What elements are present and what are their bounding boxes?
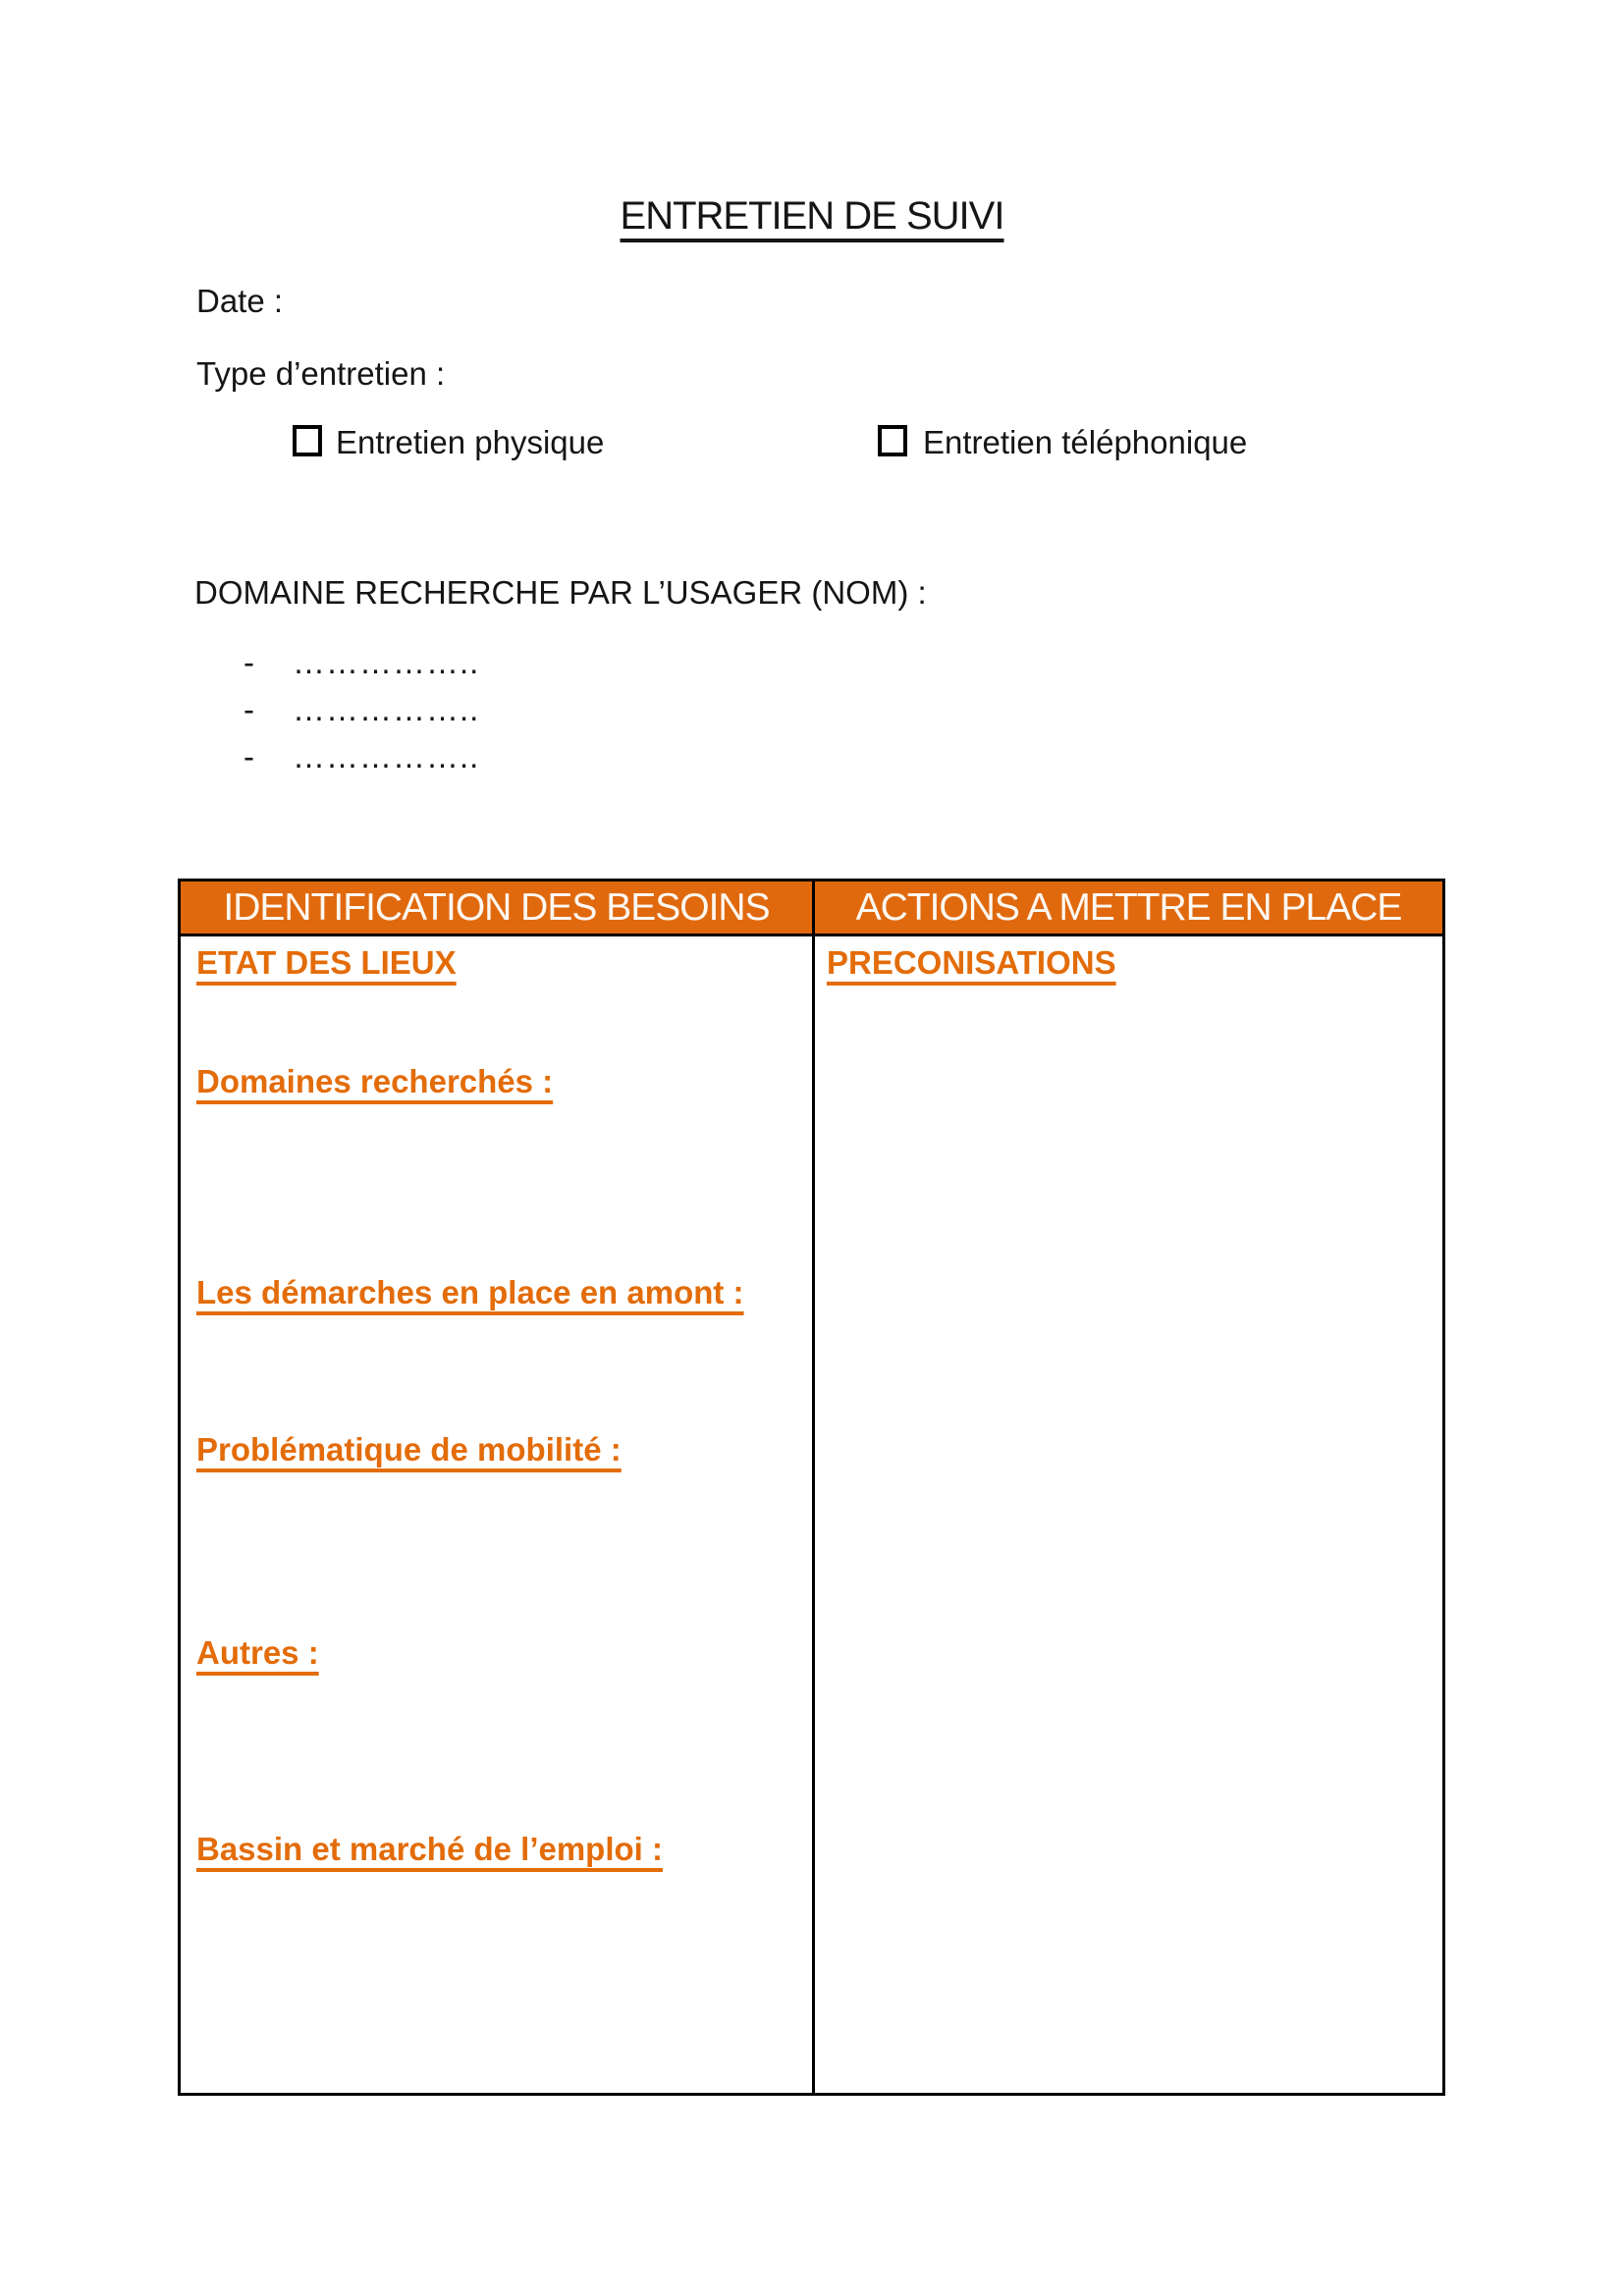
section-domaines-recherches: Domaines recherchés :	[196, 1063, 554, 1099]
checkbox-entretien-physique-label: Entretien physique	[336, 424, 605, 460]
domain-searched-label: DOMAINE RECHERCHE PAR L’USAGER (NOM) :	[194, 574, 927, 611]
fill-in-line: ……………..	[293, 644, 480, 680]
list-dash: -	[244, 738, 254, 774]
checkbox-entretien-telephonique[interactable]	[878, 425, 907, 456]
fill-in-line: ……………..	[293, 738, 480, 774]
section-preconisations: PRECONISATIONS	[827, 944, 1116, 981]
checkbox-entretien-telephonique-label: Entretien téléphonique	[923, 424, 1248, 460]
section-problematique-mobilite: Problématique de mobilité :	[196, 1431, 622, 1468]
section-autres: Autres :	[196, 1634, 319, 1671]
identification-cell	[181, 936, 815, 2093]
table-header-row	[181, 881, 1442, 936]
section-demarches-en-amont: Les démarches en place en amont :	[196, 1274, 744, 1310]
list-dash: -	[244, 644, 254, 680]
actions-cell	[815, 936, 1442, 2093]
table-header-identification: IDENTIFICATION DES BESOINS	[181, 881, 815, 934]
section-bassin-marche-emploi: Bassin et marché de l’emploi :	[196, 1831, 663, 1867]
page-title: ENTRETIEN DE SUIVI	[620, 194, 1004, 238]
date-label: Date :	[196, 283, 284, 319]
table-body-row	[181, 936, 1442, 2093]
checkbox-entretien-physique[interactable]	[293, 425, 322, 456]
fill-in-line: ……………..	[293, 691, 480, 727]
needs-actions-table	[178, 879, 1445, 2096]
table-header-actions: ACTIONS A METTRE EN PLACE	[855, 885, 1402, 929]
list-dash: -	[244, 691, 254, 727]
interview-type-label: Type d’entretien :	[196, 355, 446, 392]
section-etat-des-lieux: ETAT DES LIEUX	[196, 944, 457, 981]
